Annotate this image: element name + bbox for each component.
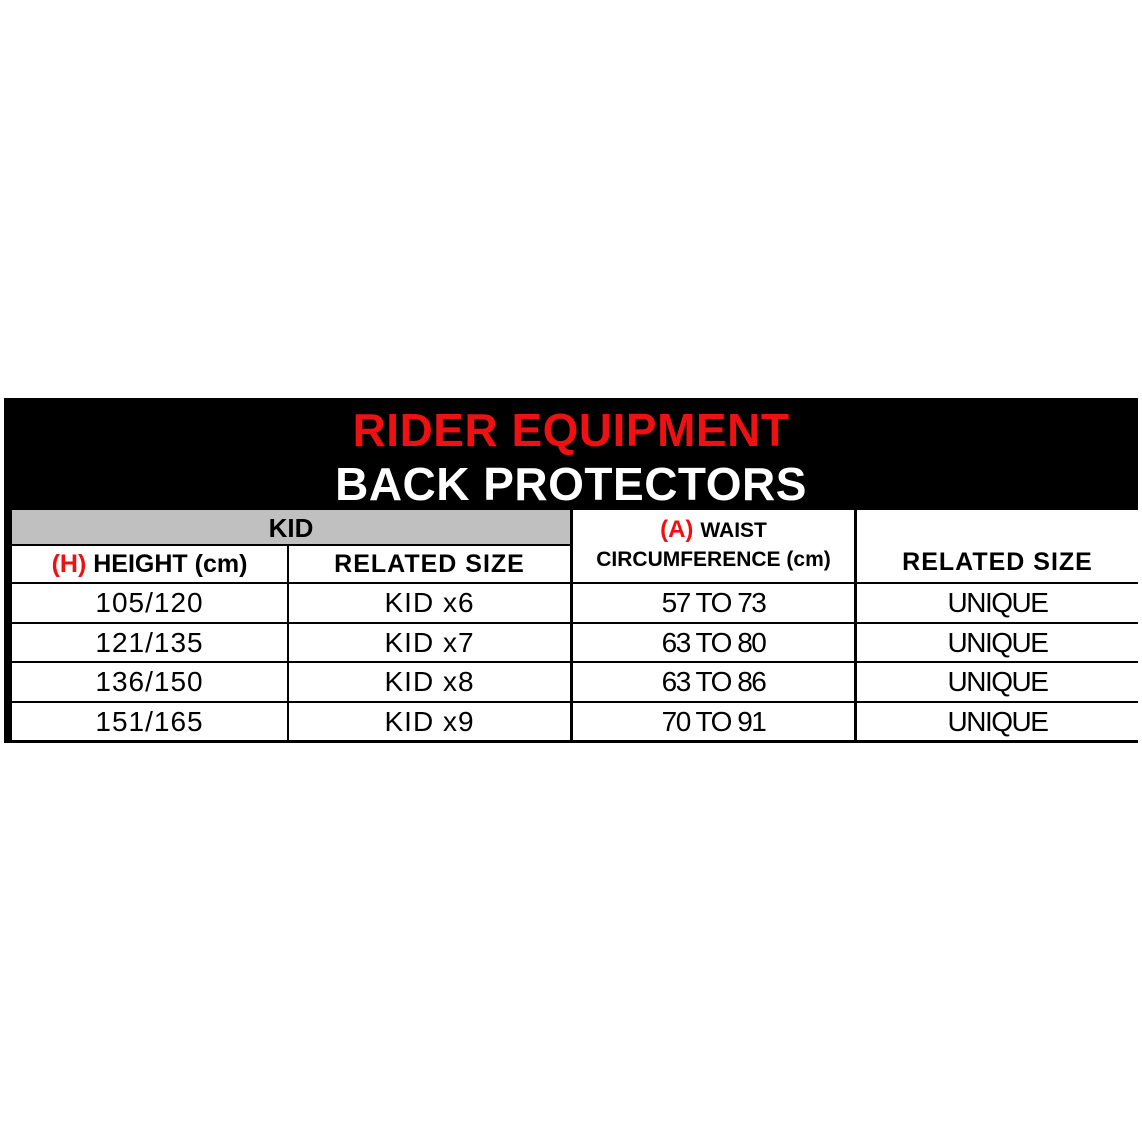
height-column-header	[12, 546, 287, 582]
kid-group-header	[12, 510, 570, 544]
height-marker: (H)	[51, 550, 87, 578]
table-row-4-height: 151/165	[12, 703, 287, 740]
table-row-1-kid-size: KID x6	[289, 584, 570, 622]
waist-label-line1: WAIST	[700, 519, 767, 542]
table-row-3-related-size: UNIQUE	[857, 663, 1138, 701]
table-row-1-height: 105/120	[12, 584, 287, 622]
kid-group-label: KID	[268, 513, 314, 543]
table-row-2-kid-size: KID x7	[289, 624, 570, 661]
table-row-4-waist: 70 TO 91	[573, 703, 854, 740]
table-row-2-waist: 63 TO 80	[573, 624, 854, 661]
table-row-3-kid-size: KID x8	[289, 663, 570, 701]
table-row-4-kid-size: KID x9	[289, 703, 570, 740]
kid-related-size-header	[289, 546, 570, 582]
table-row-1-related-size: UNIQUE	[857, 584, 1138, 622]
table-row-4-related-size: UNIQUE	[857, 703, 1138, 740]
waist-related-size-header	[857, 510, 1138, 582]
waist-marker: (A)	[660, 516, 694, 543]
waist-related-size-label: RELATED SIZE	[902, 548, 1093, 576]
title-rider-equipment: RIDER EQUIPMENT	[352, 404, 790, 456]
height-label: HEIGHT (cm)	[93, 550, 248, 578]
size-chart-table	[4, 398, 1138, 743]
title-back-protectors: BACK PROTECTORS	[335, 458, 807, 510]
table-row-3-height: 136/150	[12, 663, 287, 701]
title-block	[4, 398, 1138, 510]
table-row-2-related-size: UNIQUE	[857, 624, 1138, 661]
kid-related-size-label: RELATED SIZE	[334, 550, 525, 578]
waist-column-header	[573, 510, 854, 582]
table-row-3-waist: 63 TO 86	[573, 663, 854, 701]
table-row-2-height: 121/135	[12, 624, 287, 661]
waist-label-line2: CIRCUMFERENCE (cm)	[596, 548, 831, 571]
table-row-1-waist: 57 TO 73	[573, 584, 854, 622]
